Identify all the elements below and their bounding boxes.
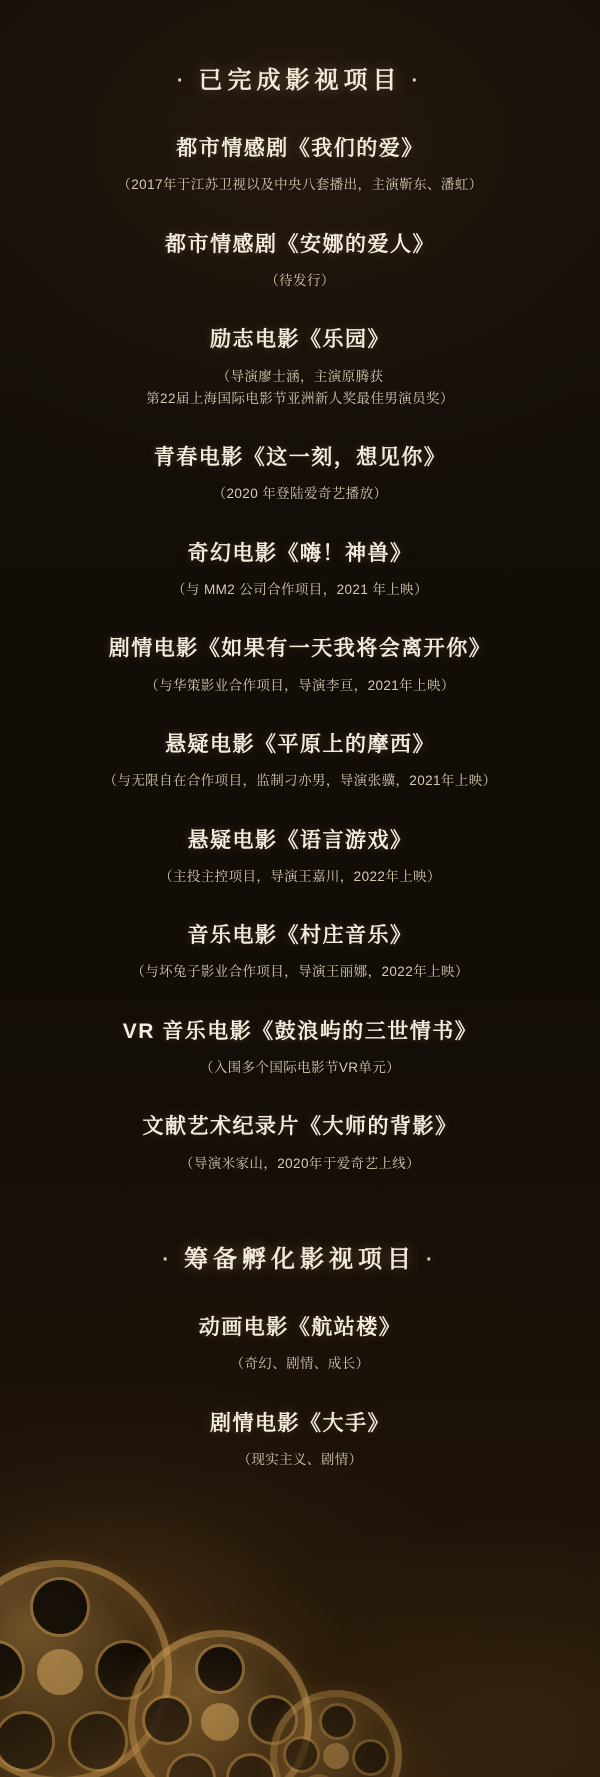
bullet-left-icon: · (176, 70, 189, 93)
project-title: 音乐电影《村庄音乐》 (187, 924, 413, 948)
list-item (30, 827, 570, 889)
project-note: （导演廖士涵，主演原腾获 第22届上海国际电影节亚洲新人奖最佳男演员奖） (146, 368, 454, 406)
project-title: 励志电影《乐园》 (210, 328, 390, 352)
list-item (30, 326, 570, 410)
project-note: （现实主义、剧情） (237, 1451, 363, 1467)
project-title: 都市情感剧《我们的爱》 (176, 137, 424, 160)
project-note: （与华策影业合作项目，导演李亘，2021年上映） (145, 677, 455, 693)
section-title-incubating (30, 1175, 570, 1274)
project-note: （待发行） (265, 272, 335, 288)
list-item (30, 731, 570, 793)
list-item (30, 231, 570, 293)
project-title: 奇幻电影《嗨！神兽》 (187, 541, 413, 565)
project-note: （2020 年登陆爱奇艺播放） (212, 486, 388, 502)
project-title: VR 音乐电影《鼓浪屿的三世情书》 (122, 1019, 478, 1043)
section-title-text: 已完成影视项目 (198, 67, 402, 94)
project-note: （与无限自在合作项目，监制刁亦男，导演张骥，2021年上映） (103, 773, 497, 789)
bullet-right-icon: · (411, 70, 424, 93)
project-note: （2017年于江苏卫视以及中央八套播出，主演靳东、潘虹） (117, 177, 483, 193)
list-item (30, 1113, 570, 1175)
project-title: 动画电影《航站楼》 (198, 1315, 402, 1339)
project-note: （奇幻、剧情、成长） (230, 1356, 370, 1372)
project-title: 悬疑电影《平原上的摩西》 (165, 732, 435, 756)
list-item (30, 635, 570, 697)
list-item (30, 135, 570, 197)
list-item (30, 922, 570, 984)
list-item (30, 1314, 570, 1376)
project-title: 剧情电影《大手》 (210, 1411, 390, 1435)
project-note: （与坏兔子影业合作项目，导演王丽娜，2022年上映） (131, 964, 469, 980)
list-item (30, 540, 570, 602)
project-note: （导演米家山，2020年于爱奇艺上线） (179, 1155, 421, 1171)
project-note: （与 MM2 公司合作项目，2021 年上映） (172, 582, 428, 598)
project-title: 文献艺术纪录片《大师的背影》 (142, 1115, 458, 1139)
section-title-text: 筹备孵化影视项目 (184, 1245, 416, 1273)
project-note: （入围多个国际电影节VR单元） (199, 1060, 401, 1076)
project-title: 悬疑电影《语言游戏》 (187, 828, 413, 852)
bullet-left-icon: · (162, 1249, 174, 1272)
project-note: （主投主控项目，导演王嘉川，2022年上映） (159, 868, 441, 884)
list-item (30, 1410, 570, 1472)
list-item (30, 1018, 570, 1080)
project-title: 都市情感剧《安娜的爱人》 (165, 232, 435, 256)
bullet-right-icon: · (426, 1249, 438, 1272)
project-title: 青春电影《这一刻，想见你》 (153, 446, 447, 470)
project-title: 剧情电影《如果有一天我将会离开你》 (108, 637, 492, 661)
list-item (30, 444, 570, 506)
section-title-completed (30, 0, 570, 95)
